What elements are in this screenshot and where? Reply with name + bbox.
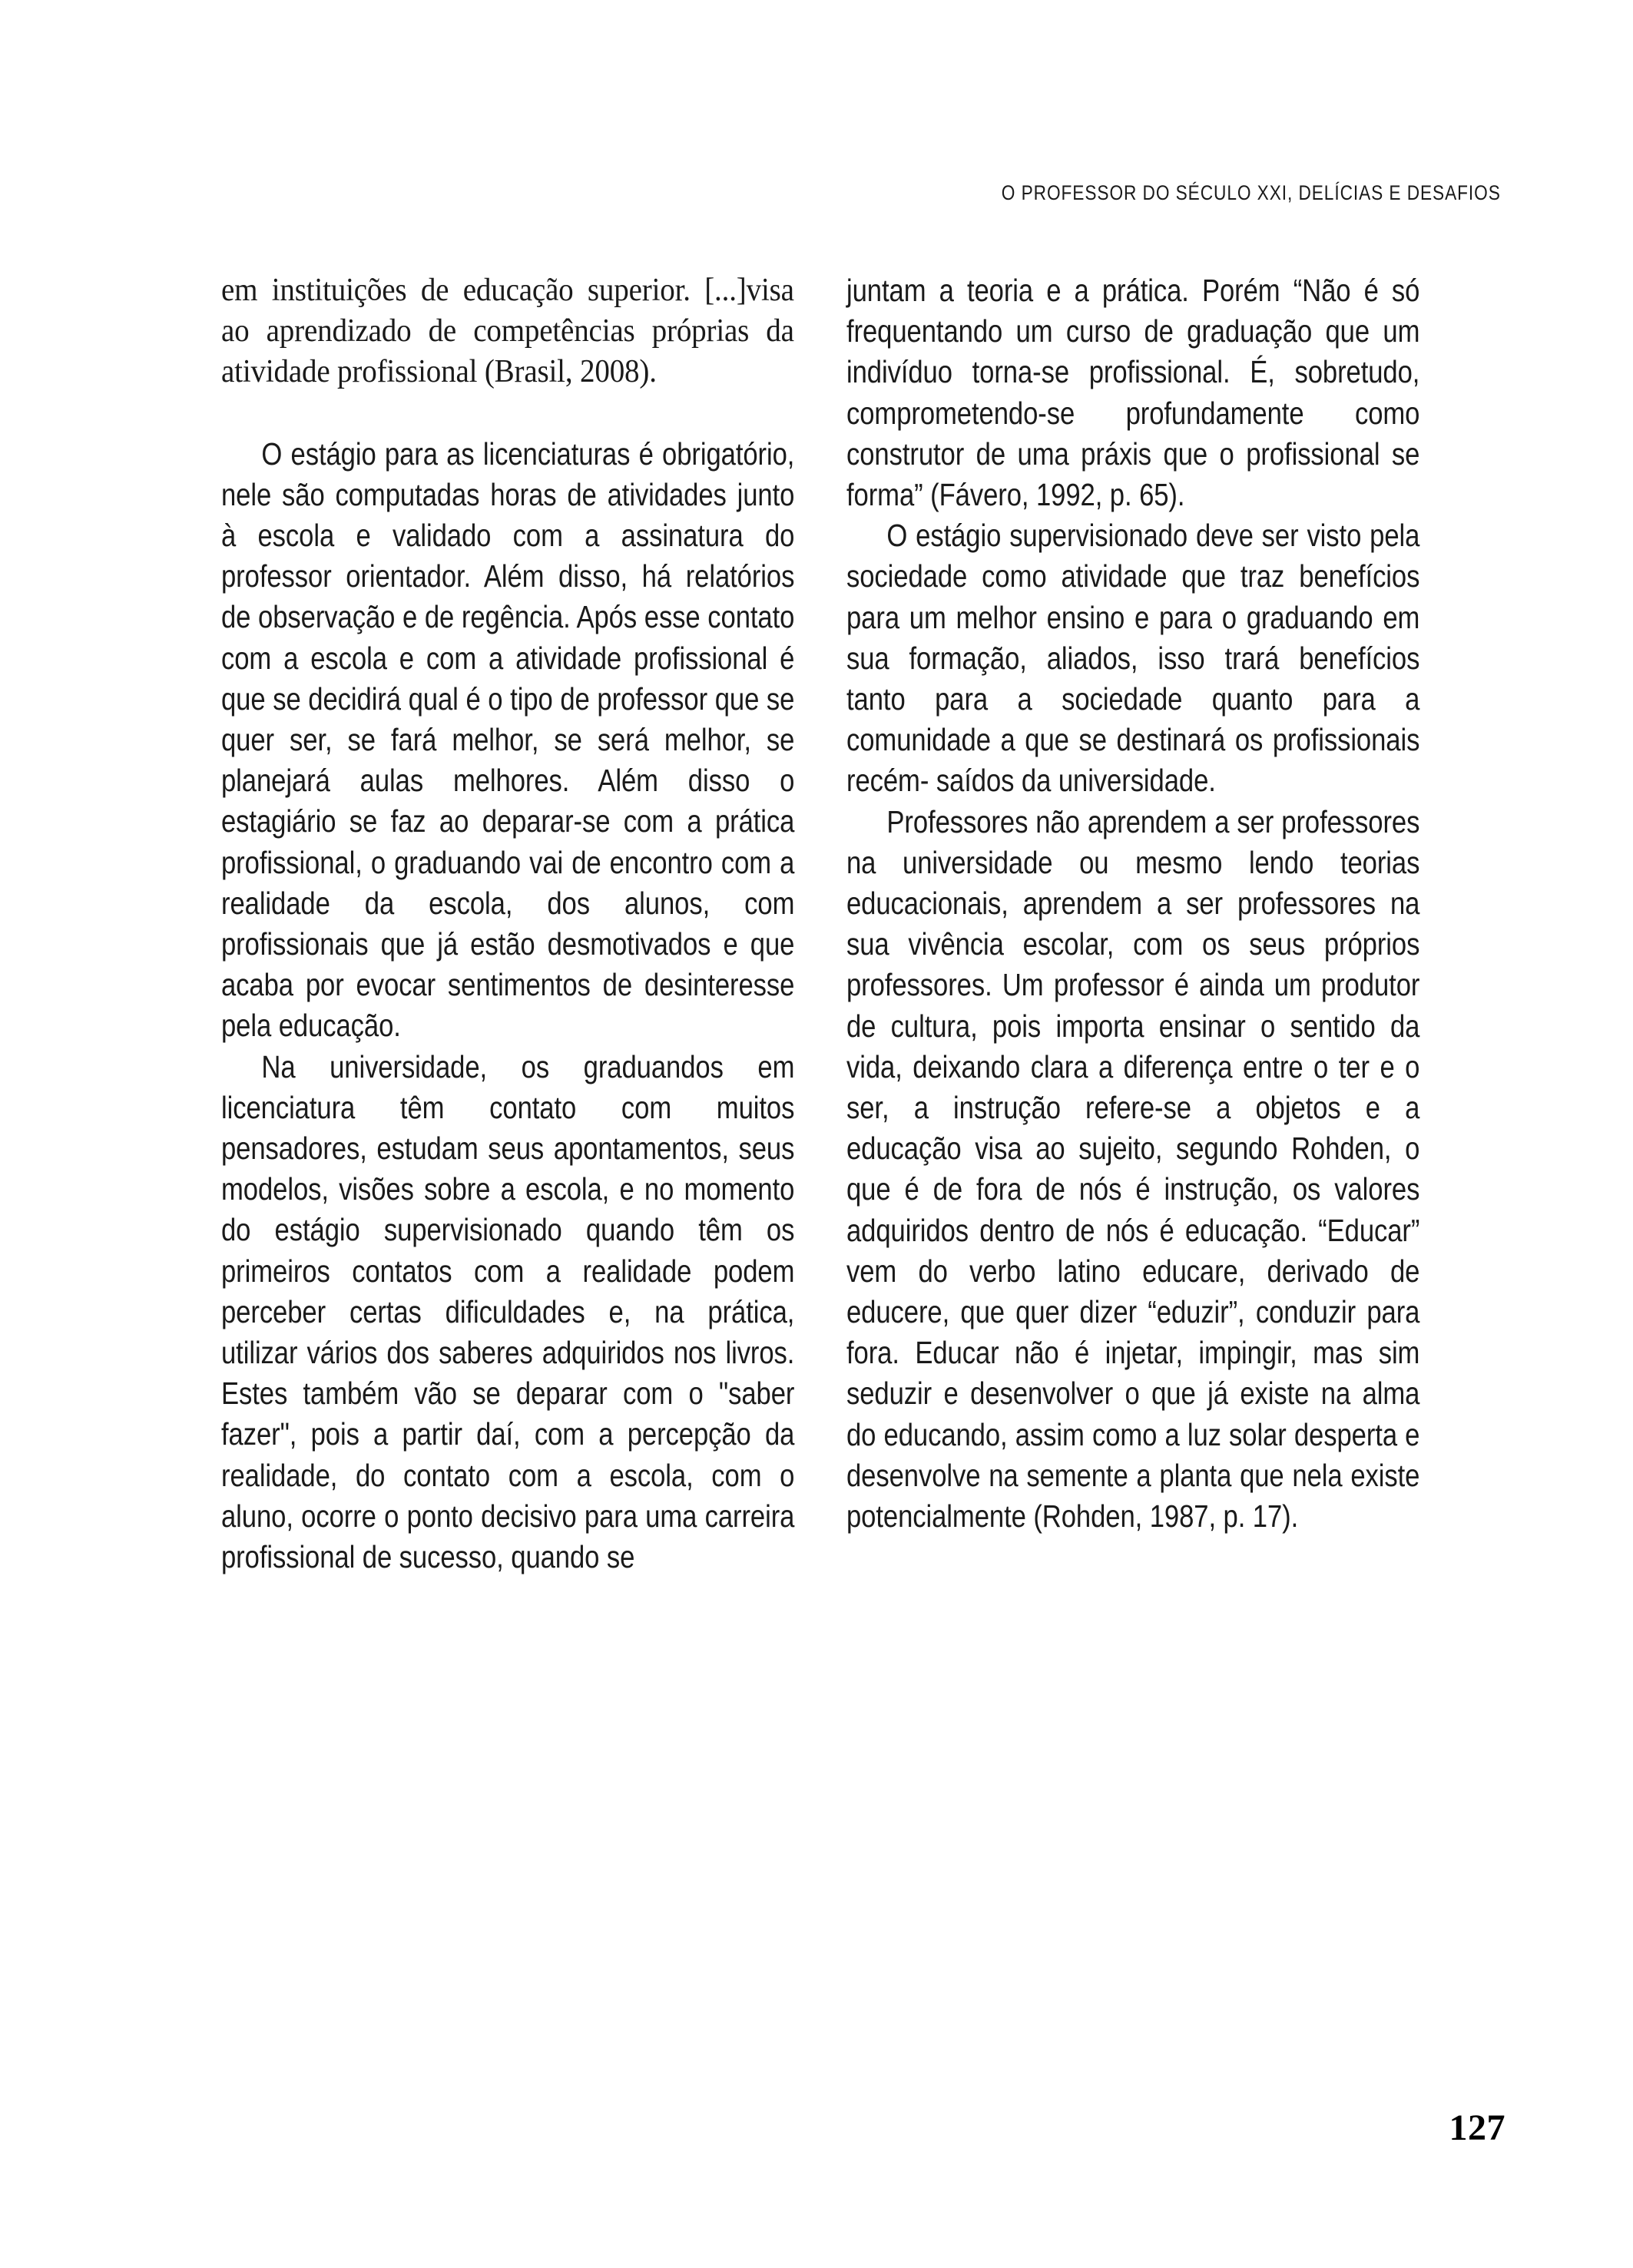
running-head: O PROFESSOR DO SÉCULO XXI, DELÍCIAS E DESAFIOS [1002, 181, 1501, 204]
left-paragraph-2: Na universidade, os graduandos em licenciatura têm contato com muitos pensadores, estudam seus apontamentos, seus modelos, visões sobre a escola, e no momento do estágio supervisionado quando têm os primeiros contatos com a realidade podem perceber certas dificuldades e, na prática, utilizar vários dos saberes adquiridos nos livros. Estes também vão se deparar com o "saber fazer", pois a partir daí, com a percepção da realidade, do contato com a escola, com o aluno, ocorre o ponto decisivo para uma carreira profissional de sucesso, quando se [221, 1048, 795, 1575]
page-number: 127 [1449, 2107, 1505, 2148]
two-column-body [221, 270, 1419, 1578]
right-paragraph-1: juntam a teoria e a prática. Porém “Não é só frequentando um curso de graduação que um indivíduo torna-se profissional. É, sobretudo, comprometendo-se profundamente como construtor de uma práxis que o profissional se forma” (Fávero, 1992, p. 65). [846, 273, 1420, 513]
right-column [846, 270, 1419, 1537]
right-paragraph-3: Professores não aprendem a ser professores na universidade ou mesmo lendo teorias educacionais, aprendem a ser professores na sua vivência escolar, com os seus próprios professores. Um professor é ainda um produtor de cultura, pois importa ensinar o sentido da vida, deixando clara a diferença entre o ter e o ser, a instrução refere-se a objetos e a educação visa ao sujeito, segundo Rohden, o que é de fora de nós é instrução, os valores adquiridos dentro de nós é educação. “Educar” vem do verbo latino educare, derivado de educere, que quer dizer “eduzir”, conduzir para fora. Educar não é injetar, impingir, mas sim seduzir e desenvolver o que já existe na alma do educando, assim como a luz solar desperta e desenvolve na semente a planta que nela existe potencialmente (Rohden, 1987, p. 17). [846, 803, 1420, 1535]
left-paragraph-1: O estágio para as licenciaturas é obrigatório, nele são computadas horas de atividades junto à escola e validado com a assinatura do professor orientador. Além disso, há relatórios de observação e de regência. Após esse contato com a escola e com a atividade profissional é que se decidirá qual é o tipo de professor que se quer ser, se fará melhor, se será melhor, se planejará aulas melhores. Além disso o estagiário se faz ao deparar-se com a prática profissional, o graduando vai de encontro com a realidade da escola, dos alunos, com profissionais que já estão desmotivados e que acaba por evocar sentimentos de desinteresse pela educação. [221, 435, 795, 1044]
blockquote-continuation: em instituições de educação superior. [...]visa ao aprendizado de competências próprias da atividade profissional (Brasil, 2008). [221, 273, 794, 390]
paragraph-spacer [221, 393, 794, 434]
right-paragraph-2: O estágio supervisionado deve ser visto pela sociedade como atividade que traz benefícios para um melhor ensino e para o graduando em sua formação, aliados, isso trará benefícios tanto para a sociedade quanto para a comunidade a que se destinará os profissionais recém- saídos da universidade. [846, 518, 1420, 799]
left-column [221, 270, 794, 1578]
